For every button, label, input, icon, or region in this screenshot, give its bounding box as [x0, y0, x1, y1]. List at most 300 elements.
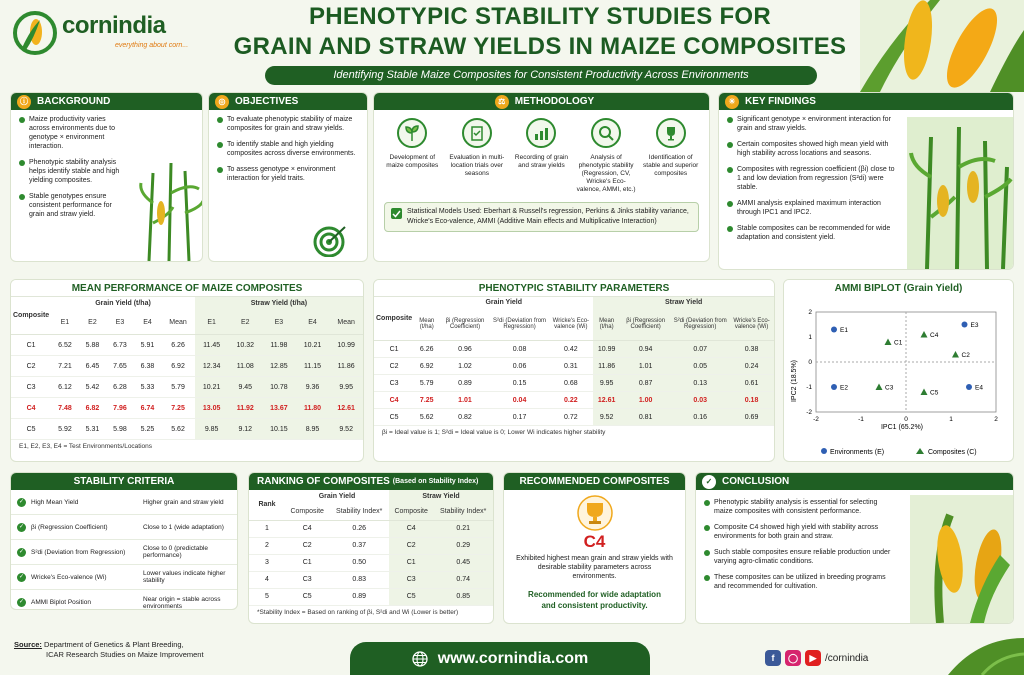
table-cell: 5.25: [140, 425, 155, 433]
table-row: [11, 377, 363, 398]
conclusion-item: Composite C4 showed high yield with stability across environments for both grain and straw.: [704, 523, 898, 541]
ranking-table: [249, 490, 493, 606]
brand-tagline: everything about corn...: [115, 42, 189, 49]
table-cell: 12.85: [262, 356, 296, 377]
finding-item: Stable composites can be recommended for wide adaptation and consistent yield.: [727, 224, 896, 242]
table-header: E3: [115, 318, 125, 326]
row-label: C5: [26, 425, 36, 433]
facebook-icon[interactable]: f: [765, 650, 781, 666]
background-header: ⓘ BACKGROUND: [11, 93, 202, 110]
table-header: Grain Yield (t/ha): [95, 300, 151, 308]
table-cell: 6.28: [113, 383, 127, 391]
corn-field-illustration: [907, 117, 1013, 269]
table-cell: C1: [302, 559, 312, 566]
table-cell: 0.16: [671, 409, 729, 426]
legend-comp-label: Composites (C): [928, 449, 977, 456]
table-cell: 0.21: [433, 520, 493, 537]
row-label: 4: [265, 576, 269, 583]
table-cell: 0.15: [512, 379, 527, 387]
table-header: Straw Yield: [389, 490, 493, 503]
table-header: Mean: [329, 311, 363, 335]
mean-performance-header: MEAN PERFORMANCE OF MAIZE COMPOSITES: [11, 280, 363, 296]
environment-point: [831, 327, 837, 333]
table-row: [374, 392, 774, 409]
table-header: Composite: [389, 503, 433, 520]
table-cell: 9.36: [296, 377, 330, 398]
bar-chart-icon: [526, 118, 556, 148]
row-label: C2: [26, 362, 36, 370]
table-cell: 0.37: [352, 542, 366, 549]
composite-point: [885, 339, 892, 346]
table-cell: 10.21: [296, 335, 330, 356]
magnifier-icon: [591, 118, 621, 148]
check-icon: ✓: [18, 548, 25, 555]
corn-cobs-illustration: [910, 495, 1014, 623]
social-links: [765, 650, 868, 666]
x-tick-label: -2: [813, 416, 819, 423]
criteria-row: ✓ Wricke's Eco-valence (Wi) Lower values indicate higher stability: [11, 565, 237, 590]
table-cell: 0.31: [564, 362, 578, 370]
criteria-row: ✓ AMMI Biplot Position Near origin = stable across environments: [18, 595, 221, 610]
table-row: [374, 358, 774, 375]
page-subtitle: Identifying Stable Maize Composites for Consistent Productivity Across Environments: [265, 66, 817, 85]
table-row: [249, 588, 493, 605]
table-cell: 5.98: [113, 425, 127, 433]
table-header: Grain Yield: [485, 299, 523, 307]
finding-item: Certain composites showed high mean yield with high stability across locations and seasons.: [727, 140, 896, 158]
table-cell: C3: [302, 576, 312, 583]
table-cell: 0.74: [433, 571, 493, 588]
table-row: [374, 341, 774, 358]
conclusion-card: [695, 472, 1014, 624]
row-label: C4: [26, 404, 36, 412]
ranking-header: RANKING OF COMPOSITES (Based on Stability Index): [249, 473, 493, 490]
row-label: C2: [389, 362, 399, 370]
table-cell: 10.78: [262, 377, 296, 398]
table-cell: 0.81: [620, 409, 671, 426]
table-cell: 0.38: [729, 341, 774, 358]
table-cell: C1: [389, 554, 433, 571]
key-findings-header: ☀ KEY FINDINGS: [719, 93, 1013, 110]
stability-parameters-header: PHENOTYPIC STABILITY PARAMETERS: [374, 280, 774, 296]
check-icon: ✓: [18, 573, 25, 580]
table-cell: 12.61: [593, 392, 620, 409]
table-cell: 11.80: [296, 398, 330, 419]
table-header: Rank: [258, 501, 276, 509]
recommendation-text: Recommended for wide adaptation and consistent productivity.: [528, 590, 661, 610]
table-cell: 6.92: [419, 362, 434, 370]
methodology-step: Evaluation in multi-location trials over seasons: [446, 118, 508, 194]
table-cell: 0.72: [564, 413, 578, 421]
table-cell: 10.21: [195, 377, 229, 398]
table-row: [249, 554, 493, 571]
recommended-card: [503, 472, 686, 624]
point-label: E2: [840, 384, 848, 392]
table-cell: 0.50: [352, 559, 366, 566]
objective-item: To assess genotype × environment interaction for yield traits.: [217, 165, 359, 183]
table-cell: 0.29: [433, 537, 493, 554]
table-header: E4: [296, 311, 330, 335]
table-header: Mean: [169, 318, 187, 326]
table-cell: 6.38: [140, 362, 155, 370]
background-item: Maize productivity varies across environments due to genotype × environment interaction.: [19, 115, 128, 151]
table-cell: 7.48: [58, 404, 72, 412]
table-cell: 10.15: [262, 419, 296, 440]
x-tick-label: -1: [858, 416, 864, 423]
table-cell: 0.26: [352, 525, 366, 532]
table-cell: 0.45: [433, 554, 493, 571]
methodology-step: Recording of grain and straw yields: [510, 118, 572, 194]
table-row: [11, 335, 363, 356]
composite-point: [952, 351, 959, 358]
table-cell: 6.45: [85, 362, 100, 370]
table-header: Stability Index*: [336, 507, 383, 515]
point-label: C1: [894, 339, 903, 347]
table-cell: 0.06: [512, 362, 527, 370]
table-header: E4: [143, 318, 152, 326]
y-tick-label: -1: [806, 384, 812, 391]
table-header: Wricke's Eco-valence (Wi): [552, 318, 590, 331]
table-cell: 7.21: [58, 362, 72, 370]
table-cell: 10.32: [228, 335, 262, 356]
x-axis-label: IPC1 (65.2%): [880, 424, 924, 431]
row-label: C5: [389, 413, 399, 421]
conclusion-item: Such stable composites ensure reliable production under varying agro-climatic conditions.: [704, 548, 898, 566]
table-header: Grain Yield: [318, 493, 356, 500]
table-cell: 10.99: [329, 335, 363, 356]
table-header: E3: [262, 311, 296, 335]
table-cell: 9.52: [593, 409, 620, 426]
table-cell: 5.79: [171, 383, 185, 391]
objective-item: To evaluate phenotypic stability of maize composites for grain and straw yields.: [217, 115, 359, 133]
table-cell: 6.52: [58, 341, 72, 349]
table-cell: 0.83: [352, 576, 366, 583]
methodology-step: Identification of stable and superior composites: [640, 118, 702, 194]
table-cell: 9.85: [195, 419, 229, 440]
table-cell: 0.07: [671, 341, 729, 358]
table-row: [11, 398, 363, 419]
table-cell: 12.61: [329, 398, 363, 419]
table-footnote: βi = Ideal value is 1; S²di = Ideal value is 0; Lower Wi indicates higher stability: [382, 429, 606, 436]
table-cell: 11.92: [228, 398, 262, 419]
table-row: [374, 409, 774, 426]
table-header: βi (Regression Coefficient): [445, 318, 485, 331]
table-header: E1: [60, 318, 70, 326]
table-cell: 0.96: [458, 345, 472, 353]
point-label: C2: [961, 352, 970, 359]
y-tick-label: 2: [808, 309, 812, 316]
row-label: C1: [389, 345, 399, 353]
table-cell: 12.34: [195, 356, 229, 377]
flask-icon: ⚖: [495, 95, 509, 109]
methodology-step: Development of maize composites: [381, 118, 443, 194]
table-header: Mean (t/ha): [419, 318, 435, 331]
background-item: Stable genotypes ensure consistent performance for grain and straw yield.: [19, 192, 128, 219]
table-cell: 9.95: [593, 375, 620, 392]
table-cell: 5.92: [58, 425, 72, 433]
key-findings-card: [718, 92, 1014, 270]
table-cell: C2: [302, 542, 312, 549]
table-cell: 11.08: [228, 356, 262, 377]
environment-point: [966, 384, 972, 390]
table-cell: 0.18: [729, 392, 774, 409]
maize-plant-illustration: [139, 163, 203, 261]
table-cell: 13.67: [262, 398, 296, 419]
table-cell: 6.12: [58, 383, 72, 391]
table-header: Composite: [290, 507, 324, 515]
table-cell: 0.94: [620, 341, 671, 358]
trophy-icon: [576, 495, 614, 531]
y-axis-label: IPC2 (18.5%): [791, 359, 798, 403]
finding-item: AMMI analysis explained maximum interaction through IPC1 and IPC2.: [727, 199, 896, 217]
table-header: E2: [88, 318, 97, 326]
table-cell: 6.73: [113, 341, 127, 349]
table-cell: 11.45: [195, 335, 229, 356]
table-cell: C3: [389, 571, 433, 588]
stability-criteria-header: STABILITY CRITERIA: [11, 473, 237, 490]
check-icon: ✓: [18, 599, 25, 605]
finding-item: Composites with regression coefficient (βi) close to 1 and low deviation from regression (S²di) were stable.: [727, 165, 896, 192]
table-cell: 0.85: [433, 588, 493, 605]
table-cell: 0.04: [512, 396, 527, 404]
brand-logo[interactable]: [12, 8, 217, 60]
table-cell: 11.98: [262, 335, 296, 356]
table-cell: 7.96: [113, 404, 127, 412]
table-cell: 0.24: [729, 358, 774, 375]
ammi-biplot-header: AMMI BIPLOT (Grain Yield): [784, 280, 1013, 296]
finding-item: Significant genotype × environment interaction for grain and straw yields.: [727, 115, 896, 133]
background-card: [10, 92, 203, 262]
mean-performance-card: [10, 279, 364, 462]
conclusion-item: Phenotypic stability analysis is essential for selecting maize composites with consistent performance.: [704, 498, 898, 516]
recommended-header: RECOMMENDED COMPOSITES: [504, 473, 685, 490]
statistical-models-box: Statistical Models Used: Eberhart & Russell's regression, Perkins & Jinks stability variance, Wricke's Eco-valence, AMMI (Additive Main effects and Multiplicative Interaction): [384, 202, 699, 232]
table-header: Mean (t/ha): [593, 309, 620, 341]
row-label: C1: [26, 341, 36, 349]
row-label: 3: [265, 559, 269, 566]
conclusion-header: ✓ CONCLUSION: [696, 473, 1013, 490]
table-cell: 0.42: [564, 345, 578, 353]
table-cell: 6.74: [140, 404, 155, 412]
table-cell: 0.82: [458, 413, 472, 421]
table-cell: 6.26: [171, 341, 185, 349]
brand-name: cornindia: [62, 12, 166, 39]
composite-point: [876, 384, 883, 391]
recommended-composite-name: C4: [583, 532, 606, 551]
check-icon: [391, 208, 402, 219]
table-cell: 11.15: [296, 356, 330, 377]
ammi-biplot-chart: [784, 296, 1013, 462]
conclusion-item: These composites can be utilized in breeding programs and recommended for cultivation.: [704, 573, 898, 591]
x-tick-label: 0: [904, 416, 908, 423]
website-link[interactable]: www.cornindia.com: [350, 642, 650, 675]
methodology-steps: [374, 110, 709, 194]
table-cell: 0.17: [512, 413, 527, 421]
background-item: Phenotypic stability analysis helps identify stable and high yielding composites.: [19, 158, 128, 185]
table-cell: C2: [389, 537, 433, 554]
table-cell: 0.89: [352, 593, 366, 600]
table-cell: 1.01: [458, 396, 472, 404]
ranking-card: [248, 472, 494, 624]
table-row: [11, 356, 363, 377]
table-cell: 11.86: [329, 356, 363, 377]
criteria-row: ✓ S²di (Deviation from Regression) Close to 0 (predictable performance): [11, 540, 237, 565]
table-cell: 11.86: [593, 358, 620, 375]
leaf-decoration-icon: [948, 628, 1024, 675]
objectives-header: ◎ OBJECTIVES: [209, 93, 367, 110]
table-header: Straw Yield (t/ha): [195, 297, 363, 311]
lightbulb-icon: ☀: [725, 95, 739, 109]
table-row: [249, 537, 493, 554]
table-cell: C5: [389, 588, 433, 605]
ammi-biplot-card: [783, 279, 1014, 462]
environment-point: [831, 384, 837, 390]
methodology-card: [373, 92, 710, 262]
table-header: E1: [195, 311, 229, 335]
table-cell: 6.26: [419, 345, 434, 353]
table-cell: 5.62: [171, 425, 185, 433]
table-cell: 9.52: [329, 419, 363, 440]
table-cell: 0.89: [458, 379, 472, 387]
table-header: Straw Yield: [593, 297, 774, 309]
table-header: βi (Regression Coefficient): [620, 309, 671, 341]
point-label: E4: [975, 384, 983, 392]
table-cell: 9.12: [228, 419, 262, 440]
table-header: Composite: [376, 315, 413, 322]
methodology-step: Analysis of phenotypic stability (Regression, CV, Wricke's Eco-valence, AMMI, etc.): [575, 118, 637, 194]
youtube-icon[interactable]: ▶: [805, 650, 821, 666]
corn-logo-icon: [12, 10, 58, 56]
clipboard-icon: [462, 118, 492, 148]
table-cell: 0.08: [512, 345, 527, 353]
point-label: C4: [930, 332, 939, 339]
table-cell: 7.65: [113, 362, 127, 370]
criteria-row: ✓ High Mean Yield Higher grain and straw yield: [11, 490, 237, 515]
table-header: Composite: [13, 312, 50, 319]
source-citation: Source: Department of Genetics & Plant Breeding, ICAR Research Studies on Maize Improvement: [14, 640, 204, 659]
table-cell: 9.45: [228, 377, 262, 398]
table-cell: 1.02: [458, 362, 472, 370]
y-tick-label: -2: [806, 409, 812, 416]
composite-point: [921, 331, 928, 338]
legend-comp-marker: [916, 448, 924, 454]
table-cell: 5.42: [85, 383, 100, 391]
mean-performance-table: [11, 296, 363, 440]
composite-point: [921, 389, 928, 396]
row-label: 2: [265, 542, 269, 549]
table-cell: 0.13: [671, 375, 729, 392]
table-header: S²di (Deviation from Regression): [493, 318, 547, 331]
table-header: Stability Index*: [433, 503, 493, 520]
target-icon: ◎: [215, 95, 229, 109]
check-icon: ✓: [18, 498, 25, 505]
table-cell: 0.05: [671, 358, 729, 375]
table-cell: 0.22: [564, 396, 578, 404]
row-label: C3: [26, 383, 36, 391]
stability-criteria-card: [10, 472, 238, 610]
sprout-icon: [397, 118, 427, 148]
table-row: [374, 375, 774, 392]
trophy-icon: [656, 118, 686, 148]
objectives-card: [208, 92, 368, 262]
point-label: C5: [930, 389, 939, 397]
y-tick-label: 0: [808, 359, 812, 366]
row-label: 5: [265, 593, 269, 600]
point-label: E3: [970, 322, 979, 329]
table-cell: 5.91: [140, 341, 155, 349]
table-cell: 5.62: [419, 413, 434, 421]
methodology-header: ⚖ METHODOLOGY: [374, 93, 709, 110]
table-cell: C4: [389, 520, 433, 537]
table-cell: 0.87: [620, 375, 671, 392]
table-cell: 0.69: [729, 409, 774, 426]
corn-cobs-illustration: [860, 0, 1024, 92]
dartboard-icon: [313, 225, 347, 257]
table-row: [249, 571, 493, 588]
x-tick-label: 2: [994, 416, 998, 423]
table-header: S²di (Deviation from Regression): [671, 309, 729, 341]
point-label: C3: [885, 384, 894, 392]
y-tick-label: 1: [808, 334, 812, 341]
recommended-description: Exhibited highest mean grain and straw yields with desirable stability parameters across environments.: [516, 555, 673, 580]
table-cell: 5.79: [419, 379, 434, 387]
row-label: C4: [389, 396, 399, 404]
legend-env-marker: [821, 448, 827, 454]
table-cell: 5.88: [85, 341, 100, 349]
table-cell: 9.95: [329, 377, 363, 398]
table-cell: 5.31: [85, 425, 100, 433]
table-row: [249, 520, 493, 537]
objective-item: To identify stable and high yielding composites across diverse environments.: [217, 140, 359, 158]
stability-parameters-card: [373, 279, 775, 462]
criteria-row: ✓ βi (Regression Coefficient) Close to 1 (wide adaptation): [11, 515, 237, 540]
check-icon: ✓: [18, 523, 25, 530]
table-header: E2: [228, 311, 262, 335]
table-cell: 13.05: [195, 398, 229, 419]
table-cell: 7.25: [419, 396, 434, 404]
table-row: [11, 419, 363, 440]
stability-parameters-table: [374, 296, 774, 426]
table-header: Wricke's Eco-valence (Wi): [729, 309, 774, 341]
row-label: 1: [265, 525, 269, 532]
environment-point: [962, 322, 968, 328]
page-title-line2: GRAIN AND STRAW YIELDS IN MAIZE COMPOSITES: [233, 33, 847, 60]
info-icon: ⓘ: [17, 95, 31, 109]
table-cell: C4: [302, 525, 312, 532]
table-footnote: *Stability Index = Based on ranking of βi, S²di and Wi (Lower is better): [257, 608, 459, 616]
table-cell: 7.25: [171, 404, 185, 412]
table-cell: 10.99: [593, 341, 620, 358]
legend-env-label: Environments (E): [830, 449, 885, 456]
table-cell: 6.92: [171, 362, 185, 370]
globe-icon: [412, 651, 428, 667]
table-cell: 5.33: [140, 383, 155, 391]
table-cell: 8.95: [296, 419, 330, 440]
row-label: C3: [389, 379, 399, 387]
check-circle-icon: ✓: [702, 475, 716, 489]
table-cell: 1.00: [620, 392, 671, 409]
x-tick-label: 1: [949, 416, 953, 423]
table-cell: C5: [302, 593, 312, 600]
table-cell: 0.68: [564, 379, 578, 387]
table-cell: 1.01: [620, 358, 671, 375]
table-footnote: E1, E2, E3, E4 = Test Environments/Locations: [19, 443, 153, 450]
point-label: E1: [840, 327, 848, 334]
page-title-line1: PHENOTYPIC STABILITY STUDIES FOR: [308, 3, 772, 30]
instagram-icon[interactable]: ◯: [785, 650, 801, 666]
social-handle: /cornindia: [825, 652, 869, 664]
table-cell: 0.03: [671, 392, 729, 409]
